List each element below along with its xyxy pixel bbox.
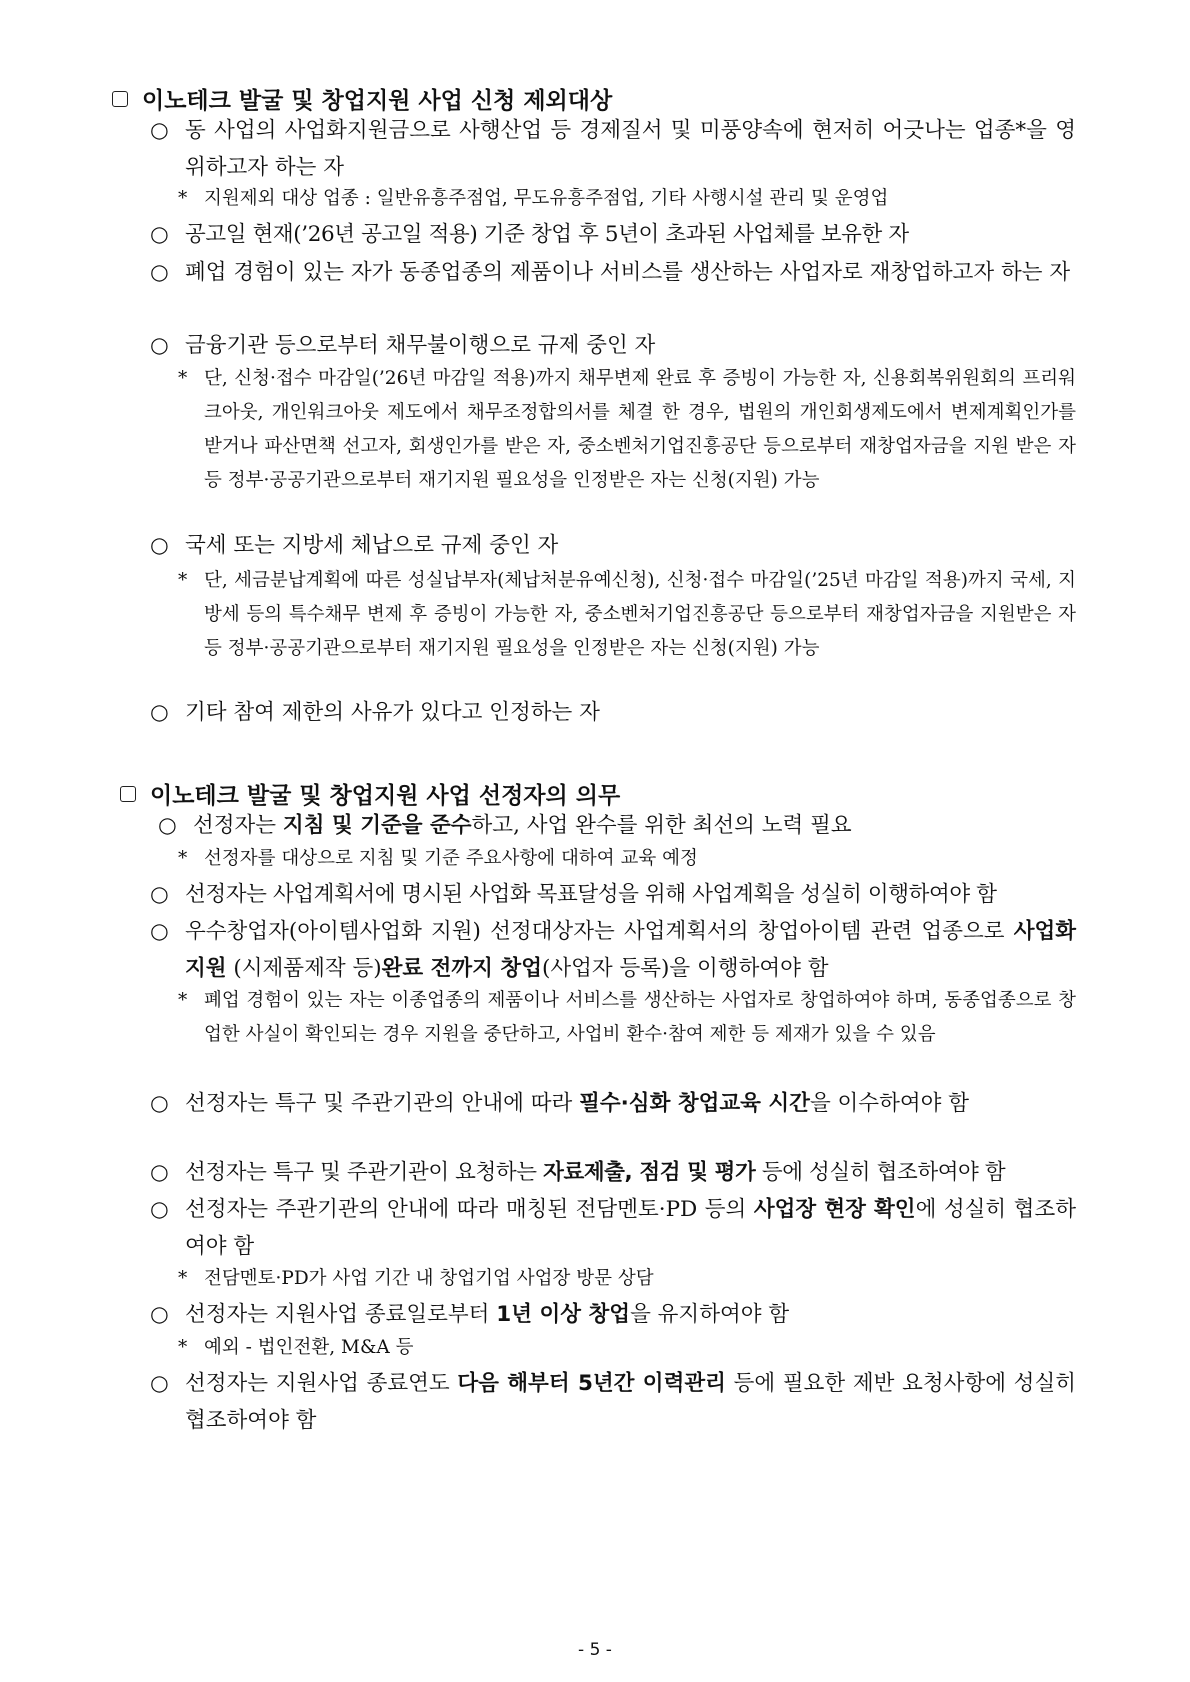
note-item (178, 1331, 1076, 1365)
bullet-circle-icon: ○ (150, 919, 169, 944)
list-item-text: 공고일 현재(’26년 공고일 적용) 기준 창업 후 5년이 초과된 사업체를 보유한 자 (185, 222, 909, 247)
section2-heading (120, 777, 620, 810)
list-item (150, 1365, 1076, 1439)
note-text: 지원제외 대상 업종 : 일반유흥주점업, 무도유흥주점업, 기타 사행시설 관리 및 운영업 (204, 188, 889, 209)
bullet-circle-icon: ○ (150, 1160, 169, 1185)
section2-title: 이노테크 발굴 및 창업지원 사업 선정자의 의무 (150, 783, 621, 809)
note-item (178, 1262, 1076, 1296)
list-item-text: 동 사업의 사업화지원금으로 사행산업 등 경제질서 및 미풍양속에 현저히 어긋나는 업종*을 영위하고자 하는 자 (185, 118, 1076, 180)
list-item-text: 금융기관 등으로부터 채무불이행으로 규제 중인 자 (185, 333, 656, 358)
asterisk-icon: * (178, 188, 188, 209)
list-item-text: 폐업 경험이 있는 자가 동종업종의 제품이나 서비스를 생산하는 사업자로 재창업하고자 하는 자 (185, 260, 1071, 285)
list-item-text: 국세 또는 지방세 체납으로 규제 중인 자 (185, 533, 559, 558)
list-item-text: 기타 참여 제한의 사유가 있다고 인정하는 자 (185, 700, 600, 725)
emphasis-text: 필수·심화 창업교육 시간 (579, 1091, 810, 1116)
note-text: 예외 - 법인전환, M&A 등 (204, 1337, 414, 1358)
note-text: 폐업 경험이 있는 자는 이종업종의 제품이나 서비스를 생산하는 사업자로 창업하여야 하며, 동종업종으로 창업한 사실이 확인되는 경우 지원을 중단하고, 사업비 환수·참여 제한 등 제재가 있을 수 있음 (204, 990, 1076, 1045)
list-item (150, 1296, 1076, 1333)
asterisk-icon: * (178, 1268, 188, 1289)
list-item-text: 선정자는 지원사업 종료일로부터 1년 이상 창업을 유지하여야 함 (185, 1302, 790, 1327)
bullet-circle-icon: ○ (150, 118, 169, 143)
bullet-circle-icon: ○ (150, 1091, 169, 1116)
note-text: 단, 신청·접수 마감일(’26년 마감일 적용)까지 채무변제 완료 후 증빙이 가능한 자, 신용회복위원회의 프리워크아웃, 개인워크아웃 제도에서 채무조정합의서를 체결 한 경우, 법원의 개인회생제도에서 변제계획인가를 받거나 파산면책 선고자, 회생인가를 받은 자, 중소벤처기업진흥공단 등으로부터 재창업자금을 지원 받은 자 등 정부·공공기관으로부터 재기지원 필요성을 인정받은 자는 신청(지원) 가능 (204, 368, 1076, 491)
bullet-circle-icon: ○ (150, 222, 169, 247)
emphasis-text: 사업장 현장 확인 (753, 1197, 916, 1222)
list-item (150, 694, 1076, 731)
bullet-circle-icon: ○ (150, 333, 169, 358)
emphasis-text: 완료 전까지 창업 (381, 956, 542, 981)
bullet-circle-icon: ○ (150, 1197, 169, 1222)
list-item-text: 선정자는 주관기관의 안내에 따라 매칭된 전담멘토·PD 등의 사업장 현장 확인에 성실히 협조하여야 함 (185, 1197, 1076, 1259)
emphasis-text: 자료제출, 점검 및 평가 (543, 1160, 756, 1185)
list-item-text: 선정자는 특구 및 주관기관의 안내에 따라 필수·심화 창업교육 시간을 이수하여야 함 (185, 1091, 969, 1116)
emphasis-text: 1년 이상 창업 (496, 1302, 631, 1327)
section1-title: 이노테크 발굴 및 창업지원 사업 신청 제외대상 (142, 88, 613, 114)
list-item-text: 우수창업자(아이템사업화 지원) 선정대상자는 사업계획서의 창업아이템 관련 업종으로 사업화지원 (시제품제작 등)완료 전까지 창업(사업자 등록)을 이행하여야 함 (185, 919, 1076, 981)
bullet-circle-icon: ○ (150, 533, 169, 558)
list-item (150, 1191, 1076, 1265)
list-item (150, 913, 1076, 987)
emphasis-text: 다음 해부터 5년간 이력관리 (457, 1371, 726, 1396)
bullet-circle-icon: ○ (150, 1371, 169, 1396)
note-item (178, 182, 1076, 216)
note-item (178, 984, 1076, 1052)
checkbox-icon (120, 786, 136, 802)
list-item-text: 선정자는 사업계획서에 명시된 사업화 목표달성을 위해 사업계획을 성실히 이행하여야 함 (185, 882, 997, 907)
page-number: - 5 - (578, 1640, 612, 1660)
asterisk-icon: * (178, 1337, 188, 1358)
note-text: 전담멘토·PD가 사업 기간 내 창업기업 사업장 방문 상담 (204, 1268, 654, 1289)
list-item (150, 112, 1076, 186)
bullet-circle-icon: ○ (150, 260, 169, 285)
section1-heading (112, 82, 612, 115)
asterisk-icon: * (178, 990, 188, 1011)
list-item (158, 807, 1076, 844)
bullet-circle-icon: ○ (150, 700, 169, 725)
bullet-circle-icon: ○ (150, 1302, 169, 1327)
emphasis-text: 지침 및 기준을 준수 (282, 813, 472, 838)
bullet-circle-icon: ○ (158, 813, 177, 838)
list-item (150, 527, 1076, 564)
list-item (150, 254, 1076, 291)
note-text: 단, 세금분납계획에 따른 성실납부자(체납처분유예신청), 신청·접수 마감일(’25년 마감일 적용)까지 국세, 지방세 등의 특수채무 변제 후 증빙이 가능한 자, 중소벤처기업진흥공단 등으로부터 재창업자금을 지원받은 자 등 정부·공공기관으로부터 재기지원 필요성을 인정받은 자는 신청(지원) 가능 (204, 570, 1076, 659)
note-item (178, 564, 1076, 666)
list-item-text: 선정자는 지침 및 기준을 준수하고, 사업 완수를 위한 최선의 노력 필요 (193, 813, 852, 838)
list-item (150, 1154, 1076, 1191)
note-item (178, 362, 1076, 498)
checkbox-icon (112, 91, 128, 107)
note-text: 선정자를 대상으로 지침 및 기준 주요사항에 대하여 교육 예정 (204, 848, 698, 869)
asterisk-icon: * (178, 570, 188, 591)
note-item (178, 842, 1076, 876)
list-item-text: 선정자는 특구 및 주관기관이 요청하는 자료제출, 점검 및 평가 등에 성실히 협조하여야 함 (185, 1160, 1006, 1185)
list-item-text: 선정자는 지원사업 종료연도 다음 해부터 5년간 이력관리 등에 필요한 제반 요청사항에 성실히 협조하여야 함 (185, 1371, 1076, 1433)
asterisk-icon: * (178, 848, 188, 869)
asterisk-icon: * (178, 368, 188, 389)
list-item (150, 216, 1076, 253)
list-item (150, 876, 1076, 913)
list-item (150, 327, 1076, 364)
emphasis-text: 사업화지원 (185, 919, 1076, 981)
bullet-circle-icon: ○ (150, 882, 169, 907)
list-item (150, 1085, 1076, 1122)
